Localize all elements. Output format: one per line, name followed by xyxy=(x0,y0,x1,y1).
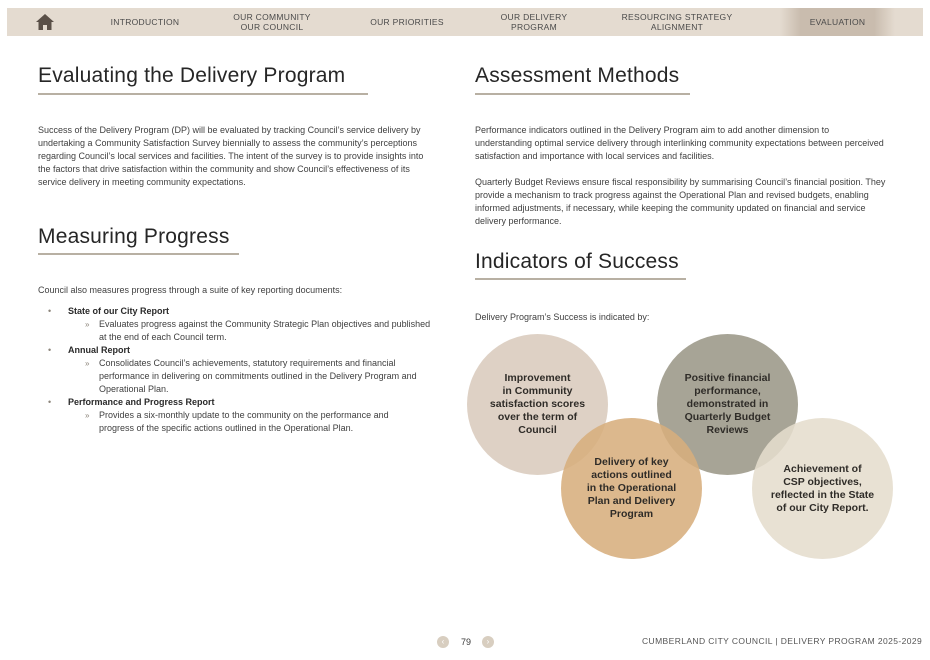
title-underline xyxy=(38,93,368,95)
indicator-circle-financial: Positive financial performance, demonstrated in Quarterly Budget Reviews xyxy=(657,334,798,475)
page-number: 79 xyxy=(460,637,471,647)
nav-our-priorities[interactable]: OUR PRIORITIES xyxy=(370,17,444,27)
list-item: • State of our City Report xyxy=(48,306,170,316)
measuring-intro: Council also measures progress through a suite of key reporting documents: xyxy=(38,285,343,295)
chevron-right-icon[interactable]: › xyxy=(482,636,494,648)
footer-title: CUMBERLAND CITY COUNCIL | DELIVERY PROGRAM 2025-2029 xyxy=(642,636,923,646)
chevron-icon: » xyxy=(85,411,90,420)
indicators-intro: Delivery Program’s Success is indicated by: xyxy=(475,312,650,322)
title-underline xyxy=(475,278,686,280)
list-item-desc: » Consolidates Council’s achievements, statutory requirements and financial performance in delivering on commitments outlined in the Delivery Program and Operational Plan. xyxy=(85,358,417,394)
bullet-icon: • xyxy=(48,306,52,316)
nav-introduction[interactable]: INTRODUCTION xyxy=(110,17,180,27)
title-underline xyxy=(475,93,690,95)
indicator-circle-delivery: Delivery of key actions outlined in the Operational Plan and Delivery Program xyxy=(561,418,702,559)
measuring-title: Measuring Progress xyxy=(38,225,230,248)
indicators-title: Indicators of Success xyxy=(475,250,679,273)
assessment-paragraph-2: Quarterly Budget Reviews ensure fiscal responsibility by summarising Council’s financial position. They provide a mechanism to track progress against the Operational Plan and revised budgets, enabling informed adjustments, if necessary, while keeping the community updated on financial and service delivery performance. xyxy=(475,177,886,226)
evaluating-title: Evaluating the Delivery Program xyxy=(38,64,346,87)
title-underline xyxy=(38,253,239,255)
list-item-desc: » Provides a six-monthly update to the community on the performance and progress of the specific actions outlined in the Operational Plan. xyxy=(85,410,389,433)
nav-evaluation[interactable]: EVALUATION xyxy=(780,8,895,36)
bullet-icon: • xyxy=(48,345,52,355)
chevron-left-icon[interactable]: ‹ xyxy=(437,636,449,648)
house-icon[interactable] xyxy=(35,13,55,31)
bullet-icon: • xyxy=(48,397,52,407)
nav-resourcing-strategy[interactable]: RESOURCING STRATEGY ALIGNMENT xyxy=(621,12,733,32)
indicator-circle-satisfaction: Improvement in Community satisfaction scores over the term of Council xyxy=(467,334,608,475)
top-navigation xyxy=(7,8,923,36)
report-list xyxy=(38,305,438,435)
nav-our-community[interactable]: OUR COMMUNITY OUR COUNCIL xyxy=(233,12,311,32)
assessment-paragraph-1: Performance indicators outlined in the Delivery Program aim to add another dimension to understanding optimal service delivery through interlinking community expectations between perceived satisfaction and importance with local services and facilities. xyxy=(475,125,884,161)
chevron-icon: » xyxy=(85,320,90,329)
indicator-circle-csp: Achievement of CSP objectives, reflected in the State of our City Report. xyxy=(752,418,893,559)
list-item: • Annual Report xyxy=(48,345,130,355)
nav-our-delivery-program[interactable]: OUR DELIVERY PROGRAM xyxy=(500,12,568,32)
evaluating-paragraph: Success of the Delivery Program (DP) will be evaluated by tracking Council’s service delivery by undertaking a Community Satisfaction Survey biennially to assess the community’s perceptions regarding Council’s local services and facilities. The intent of the survey is to provide insights into the factors that drive satisfaction within the community and show Council’s effectiveness of its service delivery in meeting community expectations. xyxy=(38,125,424,187)
list-item: • Performance and Progress Report xyxy=(48,397,215,407)
assessment-title: Assessment Methods xyxy=(475,64,680,87)
chevron-icon: » xyxy=(85,359,90,368)
list-item-desc: » Evaluates progress against the Community Strategic Plan objectives and published at the end of each Council term. xyxy=(85,319,431,342)
